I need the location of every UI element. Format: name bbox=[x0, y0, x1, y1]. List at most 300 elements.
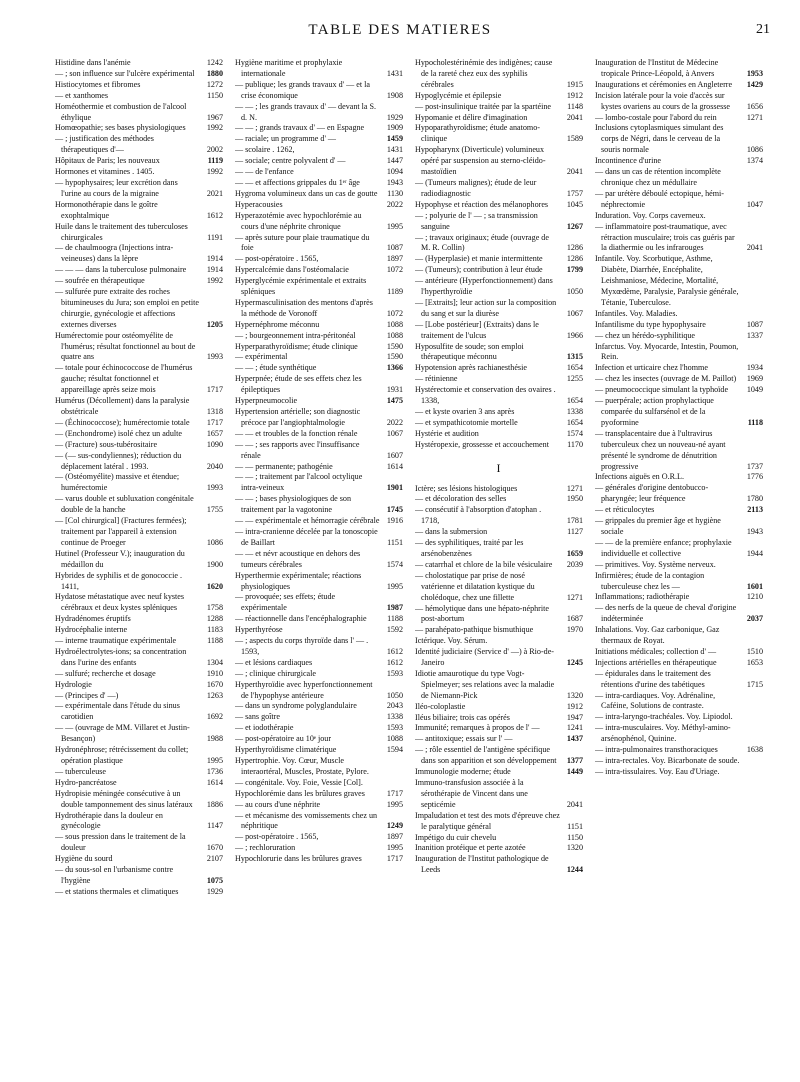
index-entry-term: Huile dans le traitement des tuberculoses chirurgicales bbox=[55, 221, 188, 242]
index-entry-page: 1320 bbox=[566, 843, 583, 853]
index-entry bbox=[55, 549, 223, 571]
index-entry bbox=[55, 440, 223, 451]
index-entry-page: 1995 bbox=[206, 756, 223, 765]
index-entry-page: 1594 bbox=[386, 745, 403, 755]
index-entry bbox=[55, 222, 223, 244]
index-entry-term: Inaugurations et cérémonies en Angleterre bbox=[595, 79, 733, 89]
index-entry-term: — ; rôle essentiel de l'antigène spécifique dans son apparition et son développement bbox=[415, 745, 557, 766]
index-entry-page: 1431 bbox=[386, 68, 403, 78]
index-entry-term: — consécutif à l'absorption d'atophan . 1718, bbox=[415, 505, 542, 526]
index-entry-page: 2040 bbox=[206, 461, 223, 471]
index-entry-term: — ; justification des méthodes thérapeutiques d'— bbox=[55, 134, 154, 155]
index-entry bbox=[55, 614, 223, 625]
index-entry-term: — dans un cas de rétention incomplète chronique chez un médullaire bbox=[595, 167, 721, 187]
index-entry bbox=[595, 167, 763, 189]
index-entry-term: — expérimentale dans l'étude du sinus carotidien bbox=[55, 701, 180, 722]
index-entry-page: 1758 bbox=[206, 603, 223, 613]
index-entry-term: — ; son influence sur l'ulcère expérimental bbox=[55, 68, 195, 78]
index-entry bbox=[55, 418, 223, 429]
index-entry bbox=[595, 723, 763, 745]
index-entry bbox=[235, 440, 403, 462]
index-entry bbox=[595, 571, 763, 593]
page-number: 21 bbox=[756, 22, 770, 37]
index-entry-term: Hypertrophie. Voy. Cœur, Muscle interaortéral, Muscles, Prostate, Pylore. bbox=[235, 756, 369, 776]
index-entry bbox=[55, 647, 223, 669]
index-entry-page: 1272 bbox=[206, 79, 223, 89]
index-entry-term: Hydroélectrolytes-ions; sa concentration dans l'urine des enfants bbox=[55, 646, 187, 667]
index-entry bbox=[595, 516, 763, 538]
index-entry bbox=[415, 484, 583, 495]
index-entry-page: 1912 bbox=[566, 90, 583, 100]
index-entry-term: Iléo-coloplastie bbox=[415, 701, 466, 711]
index-entry-term: — intra-tissulaires. Voy. Eau d'Uriage. bbox=[595, 766, 720, 776]
index-entry-page: 1620 bbox=[206, 581, 223, 591]
index-entry-page: 1286 bbox=[566, 243, 583, 253]
index-entry-term: — ; travaux originaux; étude (ouvrage de M. R. Collin) bbox=[415, 232, 549, 253]
index-entry-term: Hygiène du sourd bbox=[55, 854, 113, 864]
index-entry-term: — — et névr acoustique en dehors des tumeurs cérébrales bbox=[235, 548, 361, 569]
index-entry-page: 1654 bbox=[566, 363, 583, 373]
index-entry-term: — et kyste ovarien 3 ans après bbox=[415, 407, 515, 416]
index-entry-term: — — de la première enfance; prophylaxie individuelle et collective bbox=[595, 537, 732, 558]
index-entry-term: — de chaulmoogra (Injections intra-veineuses) dans la lèpre bbox=[55, 243, 174, 264]
index-entry-page: 1745 bbox=[386, 505, 403, 515]
index-entry-page: 1910 bbox=[206, 668, 223, 678]
index-entry-page: 1338 bbox=[386, 712, 403, 722]
index-entry bbox=[55, 243, 223, 265]
index-entry-term: — ; rechloruration bbox=[235, 843, 296, 853]
index-entry bbox=[235, 189, 403, 200]
index-entry-page: 2022 bbox=[386, 417, 403, 427]
index-entry-page: 1950 bbox=[566, 494, 583, 504]
index-entry-term: Hydrocéphalie interne bbox=[55, 625, 128, 635]
index-entry bbox=[55, 494, 223, 516]
index-entry-term: — post-insulinique traitée par la spartéine bbox=[415, 101, 551, 111]
index-entry bbox=[415, 363, 583, 374]
index-entry-term: — et iodothérapie bbox=[235, 723, 294, 733]
index-entry-term: — et réticulocytes bbox=[595, 505, 655, 515]
index-entry bbox=[415, 647, 583, 669]
index-entry-term: Hyperacousies bbox=[235, 199, 283, 209]
index-entry-term: — sulfurée pure extraite des roches bitumineuses du Jura; son emploi en petite chirurgie, gynécologie et affections externes diverses bbox=[55, 287, 200, 329]
index-entry-term: — tuberculeuse bbox=[55, 766, 107, 776]
index-entry-page: 1992 bbox=[206, 123, 223, 133]
index-entry-term: Hypernéphrome méconnu bbox=[235, 319, 320, 329]
index-entry-page: 1130 bbox=[387, 188, 403, 198]
index-entry bbox=[415, 505, 583, 527]
index-entry bbox=[55, 592, 223, 614]
index-entry-term: Incontinence d'urine bbox=[595, 156, 661, 166]
index-entry bbox=[55, 701, 223, 723]
index-entry-term: — des nerfs de la queue de cheval d'origine indéterminée bbox=[595, 603, 737, 624]
index-entry bbox=[55, 80, 223, 91]
index-entry-page: 1318 bbox=[206, 407, 223, 416]
index-entry-page: 1320 bbox=[566, 690, 583, 700]
index-entry bbox=[415, 854, 583, 876]
index-entry-page: 1045 bbox=[566, 199, 583, 209]
index-entry bbox=[235, 680, 403, 702]
index-entry-page: 1255 bbox=[566, 374, 583, 384]
index-entry-page: 2002 bbox=[206, 145, 223, 155]
index-entry bbox=[415, 625, 583, 636]
index-entry bbox=[55, 778, 223, 789]
index-entry bbox=[415, 767, 583, 778]
index-entry bbox=[415, 374, 583, 385]
index-entry-page: 1593 bbox=[386, 723, 403, 733]
index-entry bbox=[415, 778, 583, 811]
index-entry bbox=[595, 592, 763, 603]
index-entry bbox=[235, 756, 403, 778]
index-entry-term: — antitoxique; essais sur l' — bbox=[415, 734, 513, 744]
index-entry-term: Impaludation et test des mots d'épreuve chez le paralytique général bbox=[415, 810, 560, 831]
index-entry-term: — et lésions cardiaques bbox=[235, 657, 313, 667]
index-entry-page: 1189 bbox=[387, 287, 403, 297]
index-entry bbox=[415, 702, 583, 713]
index-entry-page: 1943 bbox=[386, 177, 403, 187]
index-entry bbox=[415, 669, 583, 702]
index-entry bbox=[595, 113, 763, 124]
index-entry-page: 1947 bbox=[566, 712, 583, 722]
index-entry-page: 1799 bbox=[566, 265, 583, 275]
index-entry-term: — expérimental bbox=[235, 352, 288, 362]
index-entry-term: — au cours d'une néphrite bbox=[235, 799, 321, 809]
index-entry-page: 2041 bbox=[566, 112, 583, 122]
index-entry bbox=[235, 134, 403, 145]
index-entry bbox=[55, 91, 223, 102]
index-entry-page: 1929 bbox=[386, 112, 403, 122]
index-entry-term: — et xanthomes bbox=[55, 90, 109, 100]
index-entry-page: 1967 bbox=[206, 112, 223, 122]
index-entry-term: Hystéropexie, grossesse et accouchement bbox=[415, 439, 549, 449]
index-entry-term: — intra-rectales. Voy. Bicarbonate de soude. bbox=[595, 756, 740, 765]
index-entry-term: — post-opératoire . 1565, bbox=[235, 832, 319, 842]
index-entry-page: 1210 bbox=[746, 592, 763, 602]
index-entry bbox=[55, 472, 223, 494]
index-entry-term: — antérieure (Hyperfonctionnement) dans l'hyperthyroïdie bbox=[415, 276, 553, 297]
index-entry bbox=[415, 123, 583, 145]
index-entry-page: 1715 bbox=[746, 679, 763, 689]
index-entry-term: — puerpérale; action prophylactique comparée du sulfarsénol et de la pyoformine bbox=[595, 396, 714, 427]
index-entry bbox=[595, 320, 763, 331]
index-entry bbox=[55, 516, 223, 549]
index-entry-term: — et sympathicotomie mortelle bbox=[415, 417, 518, 427]
index-entry-page: 1087 bbox=[386, 243, 403, 253]
index-entry-term: Hybrides de syphilis et de gonococcie . 1411, bbox=[55, 570, 182, 591]
index-entry-term: Iléus biliaire; trois cas opérés bbox=[415, 712, 510, 722]
index-entry-page: 1915 bbox=[566, 79, 583, 89]
index-entry-page: 2107 bbox=[206, 854, 223, 864]
index-entry-page: 1590 bbox=[386, 352, 403, 362]
index-entry bbox=[235, 80, 403, 102]
index-entry-term: Ictère; ses lésions histologiques bbox=[415, 483, 518, 493]
index-entry bbox=[55, 363, 223, 396]
index-entry-term: Hypocholestérinémie des indigènes; cause de la rareté chez eux des syphilis cérébrales bbox=[415, 58, 553, 89]
index-entry-page: 1717 bbox=[386, 788, 403, 798]
index-entry-term: Immuno-transfusion associée à la sérothérapie de Vincent dans une septicémie bbox=[415, 778, 528, 809]
index-entry-term: — des syphilitiques, traité par les arsénobenzènes bbox=[415, 538, 524, 558]
index-entry bbox=[55, 811, 223, 833]
index-entry-term: — intra-pulmonaires transthoraciques bbox=[595, 745, 718, 755]
index-entry-term: Homéothermie et combustion de l'alcool éthylique bbox=[55, 101, 187, 122]
index-entry-term: — totale pour échinococcose de l'humérus gauche; résultat fonctionnel et appareillage après seize mois bbox=[55, 363, 193, 395]
index-entry-page: 1934 bbox=[746, 363, 763, 373]
index-entry bbox=[235, 352, 403, 363]
index-entry-page: 2022 bbox=[386, 199, 403, 209]
index-entry-page: 1088 bbox=[386, 734, 403, 744]
index-entry bbox=[235, 669, 403, 680]
index-entry-page: 1929 bbox=[206, 886, 223, 896]
index-entry-term: Infections aiguës en O.R.L. bbox=[595, 472, 685, 482]
index-entry-page: 1263 bbox=[206, 690, 223, 700]
index-entry bbox=[235, 178, 403, 189]
index-column-2 bbox=[235, 58, 403, 1068]
index-entry-page: 1914 bbox=[206, 265, 223, 275]
index-entry-page: 1659 bbox=[566, 548, 583, 558]
index-entry bbox=[55, 123, 223, 134]
index-entry bbox=[415, 102, 583, 113]
page-header bbox=[0, 22, 800, 44]
index-entry bbox=[415, 571, 583, 604]
index-entry-term: Hypochlorurie dans les brûlures graves bbox=[235, 854, 362, 864]
index-entry bbox=[55, 691, 223, 702]
index-entry bbox=[595, 222, 763, 255]
index-entry bbox=[235, 745, 403, 756]
index-entry-term: Hyperazotémie avec hypochlorémie au cours d'une néphrite chronique bbox=[235, 210, 362, 231]
index-entry-term: — varus double et subluxation congénitale double de la hanche bbox=[55, 494, 194, 515]
index-entry-page: 1943 bbox=[746, 526, 763, 536]
index-entry-term: Hyperpneumocolie bbox=[235, 396, 298, 406]
index-entry bbox=[595, 385, 763, 396]
index-entry bbox=[235, 374, 403, 396]
index-entry bbox=[595, 560, 763, 571]
index-entry bbox=[235, 854, 403, 865]
index-entry bbox=[595, 189, 763, 211]
index-entry-term: — (— sus-condyliennes); réduction du déplacement latéral . 1993. bbox=[55, 450, 182, 471]
index-entry-term: — — ; les grands travaux d' — devant la S. d. N. bbox=[235, 101, 377, 122]
index-entry-page: 1271 bbox=[566, 483, 583, 493]
index-entry bbox=[235, 832, 403, 843]
index-entry-term: Identité judiciaire (Service d' —) à Rio-de-Janeiro bbox=[415, 647, 554, 668]
index-entry bbox=[415, 560, 583, 571]
index-entry-page: 1692 bbox=[206, 712, 223, 722]
index-entry-term: — parahépato-pathique bismuthique bbox=[415, 625, 534, 635]
index-entry bbox=[235, 800, 403, 811]
index-entry-page: 1288 bbox=[206, 614, 223, 624]
index-entry-page: 1088 bbox=[386, 319, 403, 329]
index-entry-term: Hôpitaux de Paris; les nouveaux bbox=[55, 156, 160, 166]
index-entry-page: 1992 bbox=[206, 276, 223, 286]
index-entry-term: Hypomanie et délire d'imagination bbox=[415, 112, 528, 122]
index-entry-page: 1995 bbox=[386, 581, 403, 591]
index-entry-page: 1366 bbox=[386, 363, 403, 373]
index-entry-term: Hutinel (Professeur V.); inauguration du médaillon du bbox=[55, 548, 185, 569]
index-entry-page: 2037 bbox=[746, 614, 763, 624]
index-entry-page: 1717 bbox=[206, 385, 223, 395]
index-entry bbox=[55, 331, 223, 364]
index-entry bbox=[595, 658, 763, 669]
index-entry-term: — (Principes d' —) bbox=[55, 690, 119, 700]
index-entry-page: 1047 bbox=[746, 199, 763, 209]
index-entry-term: Inauguration de l'Institut pathologique de Leeds bbox=[415, 854, 549, 875]
index-entry-page: 1993 bbox=[206, 483, 223, 493]
index-entry bbox=[235, 843, 403, 854]
index-entry bbox=[55, 276, 223, 287]
index-entry-page: 1127 bbox=[567, 527, 583, 537]
index-entry-term: Hypoparathyroïdisme; étude anatomo-clinique bbox=[415, 123, 540, 144]
index-entry-term: — [Lobe postérieur] (Extraits) dans le traitement de l'ulcus bbox=[415, 319, 539, 340]
index-entry bbox=[235, 396, 403, 407]
index-entry-term: — hémolytique dans une hépato-néphrite post-abortum bbox=[415, 603, 549, 624]
index-entry-term: — (Échinococcose); humérectomie totale bbox=[55, 417, 190, 427]
index-entry-page: 1151 bbox=[567, 821, 583, 831]
index-entry-page: 1150 bbox=[207, 90, 223, 100]
index-entry bbox=[235, 723, 403, 734]
index-entry-term: Hypercalcémie dans l'ostéomalacie bbox=[235, 265, 349, 275]
index-entry-page: 1607 bbox=[386, 450, 403, 460]
index-entry-term: — après suture pour plaie traumatique du foie bbox=[235, 232, 370, 253]
index-entry-page: 1612 bbox=[386, 646, 403, 656]
index-entry-term: — publique; les grands travaux d' — et la crise économique bbox=[235, 79, 370, 100]
index-entry-term: Humérectomie pour ostéomyélite de l'humérus; résultat fonctionnel au bout de quatre ans bbox=[55, 330, 196, 362]
index-entry-page: 1657 bbox=[206, 428, 223, 438]
index-entry-term: — (Hyperplasie) et manie intermittente bbox=[415, 254, 543, 264]
index-entry-term: — interne traumatique expérimentale bbox=[55, 636, 177, 646]
index-entry-term: Immunologie moderne; étude bbox=[415, 767, 511, 777]
index-entry-term: — inflammatoire post-traumatique, avec rétraction musculaire; trois cas guéris par la diathermie ou les infrarouges bbox=[595, 221, 735, 253]
index-entry-page: 1969 bbox=[746, 374, 763, 384]
index-entry-term: Hystérie et audition bbox=[415, 428, 479, 438]
index-entry-term: Idiotie amaurotique du type Vogt-Spielmeyer; ses relations avec la maladie de Niemann-Pick bbox=[415, 668, 555, 700]
index-entry-term: Infantile. Voy. Scorbutique, Asthme, Diabète, Diarrhée, Encéphalite, Leishmaniose, Médecine, Mortalité, Myxœdème, Paralysie, Paralysie générale, Tétanie, Tuberculose. bbox=[595, 254, 739, 307]
index-entry-term: — sans goître bbox=[235, 712, 280, 722]
index-entry bbox=[235, 254, 403, 265]
index-entry bbox=[595, 374, 763, 385]
section-letter: I bbox=[496, 460, 502, 475]
index-entry-page: 1995 bbox=[386, 799, 403, 809]
index-entry-term: Hyposulfite de soude; son emploi thérapeutique méconnu bbox=[415, 341, 524, 362]
index-entry bbox=[235, 265, 403, 276]
index-entry bbox=[235, 549, 403, 571]
index-entry-page: 1377 bbox=[566, 756, 583, 766]
index-entry bbox=[415, 320, 583, 342]
index-entry-term: — sous pression dans le traitement de la douleur bbox=[55, 832, 186, 853]
index-entry-page: 1510 bbox=[746, 646, 763, 656]
index-entry-page: 1656 bbox=[746, 101, 763, 111]
index-entry bbox=[595, 505, 763, 516]
index-entry-page: 1592 bbox=[386, 625, 403, 635]
index-entry-page: 1653 bbox=[746, 657, 763, 667]
index-entry bbox=[595, 429, 763, 473]
index-entry-page: 1614 bbox=[386, 461, 403, 471]
index-entry-term: — générales d'origine dentobucco-pharyngée; leur fréquence bbox=[595, 483, 709, 504]
index-entry bbox=[235, 778, 403, 789]
index-entry bbox=[415, 636, 583, 647]
index-entry-page: 1088 bbox=[386, 330, 403, 340]
index-entry-page: 1119 bbox=[207, 156, 223, 166]
index-entry bbox=[235, 701, 403, 712]
index-entry-term: Hydrothérapie dans la douleur en gynécologie bbox=[55, 810, 163, 831]
index-entry-term: Hygroma volumineux dans un cas de goutte bbox=[235, 188, 378, 198]
index-entry-term: — du sous-sol en l'urbanisme contre l'hygiène bbox=[55, 865, 174, 885]
index-entry-term: — soufrée en thérapeutique bbox=[55, 276, 145, 286]
index-entry-page: 1067 bbox=[386, 428, 403, 438]
index-entry-term: Infirmières; étude de la contagion tuberculeuse chez les — bbox=[595, 570, 705, 591]
page-title: TABLE DES MATIERES bbox=[308, 22, 492, 38]
index-entry-page: 1953 bbox=[746, 68, 763, 78]
index-entry-term: — (Enchondrome) isolé chez un adulte bbox=[55, 428, 182, 438]
index-entry-term: — réactionnelle dans l'encéphalographie bbox=[235, 614, 367, 624]
index-entry-page: 1993 bbox=[206, 352, 223, 362]
index-entry bbox=[595, 309, 763, 320]
index-entry bbox=[55, 200, 223, 222]
index-entry-term: Histidine dans l'anémie bbox=[55, 58, 131, 67]
index-entry bbox=[55, 102, 223, 124]
index-entry bbox=[415, 145, 583, 178]
index-entry-term: — intra-laryngo-trachéales. Voy. Lipiodol. bbox=[595, 712, 733, 722]
index-entry-term: — et stations thermales et climatiques bbox=[55, 886, 179, 896]
index-entry-page: 1944 bbox=[746, 548, 763, 558]
index-entry bbox=[235, 516, 403, 527]
index-entry-page: 1988 bbox=[206, 734, 223, 744]
index-entry-page: 1987 bbox=[386, 603, 403, 613]
index-entry-term: Hystérectomie et conservation des ovaires . 1338, bbox=[415, 385, 556, 406]
index-entry-term: — — permanente; pathogénie bbox=[235, 461, 333, 471]
index-entry-page: 1374 bbox=[746, 156, 763, 166]
index-entry bbox=[235, 712, 403, 723]
index-entry-page: 1880 bbox=[206, 68, 223, 78]
index-entry-page: 1912 bbox=[566, 701, 583, 711]
index-entry-page: 1315 bbox=[566, 352, 583, 362]
index-entry bbox=[415, 254, 583, 265]
index-entry bbox=[55, 636, 223, 647]
index-entry-page: 1118 bbox=[747, 417, 763, 427]
index-entry-term: Hydronéphrose; rétrécissement du collet; opération plastique bbox=[55, 745, 189, 765]
index-entry bbox=[595, 342, 763, 364]
index-entry bbox=[595, 691, 763, 713]
index-entry-page: 1638 bbox=[746, 745, 763, 755]
index-entry-page: 1437 bbox=[566, 734, 583, 744]
index-entry bbox=[235, 527, 403, 549]
index-entry bbox=[595, 669, 763, 691]
index-entry-term: — lombo-costale pour l'abord du rein bbox=[595, 112, 717, 122]
index-entry-page: 1050 bbox=[386, 690, 403, 700]
index-entry-page: 1995 bbox=[386, 221, 403, 231]
index-entry-term: Infantiles. Voy. Maladies. bbox=[595, 308, 678, 318]
index-entry-page: 1245 bbox=[566, 658, 583, 668]
index-column-4 bbox=[595, 58, 763, 1068]
index-entry-term: Inflammations; radiothérapie bbox=[595, 592, 690, 602]
index-entry-term: Hydropisie méningée consécutive à un double tamponnement des sinus latéraux bbox=[55, 788, 193, 809]
index-entry-page: 1781 bbox=[566, 516, 583, 526]
index-entry bbox=[55, 625, 223, 636]
index-entry-page: 2021 bbox=[206, 188, 223, 198]
index-entry bbox=[595, 767, 763, 778]
index-entry-term: — catarrhal et chlore de la bile vésiculaire bbox=[415, 559, 553, 569]
index-entry-term: Hydatose métastatique avec neuf kystes cérébraux et deux kystes spléniques bbox=[55, 592, 185, 613]
index-entry-page: 1717 bbox=[206, 417, 223, 427]
index-entry bbox=[595, 211, 763, 222]
index-entry-term: — et mécanisme des vomissements chez un néphritique bbox=[235, 810, 378, 831]
index-entry-term: — pneumococcique simulant la typhoïde bbox=[595, 385, 729, 395]
index-entry-page: 1901 bbox=[386, 483, 403, 493]
index-entry-page: 2041 bbox=[566, 799, 583, 809]
index-entry-page: 1687 bbox=[566, 614, 583, 624]
index-entry bbox=[415, 538, 583, 560]
index-entry bbox=[235, 494, 403, 516]
index-entry-page: 2041 bbox=[746, 243, 763, 253]
index-entry-page: 1244 bbox=[566, 865, 583, 875]
index-entry bbox=[595, 58, 763, 80]
